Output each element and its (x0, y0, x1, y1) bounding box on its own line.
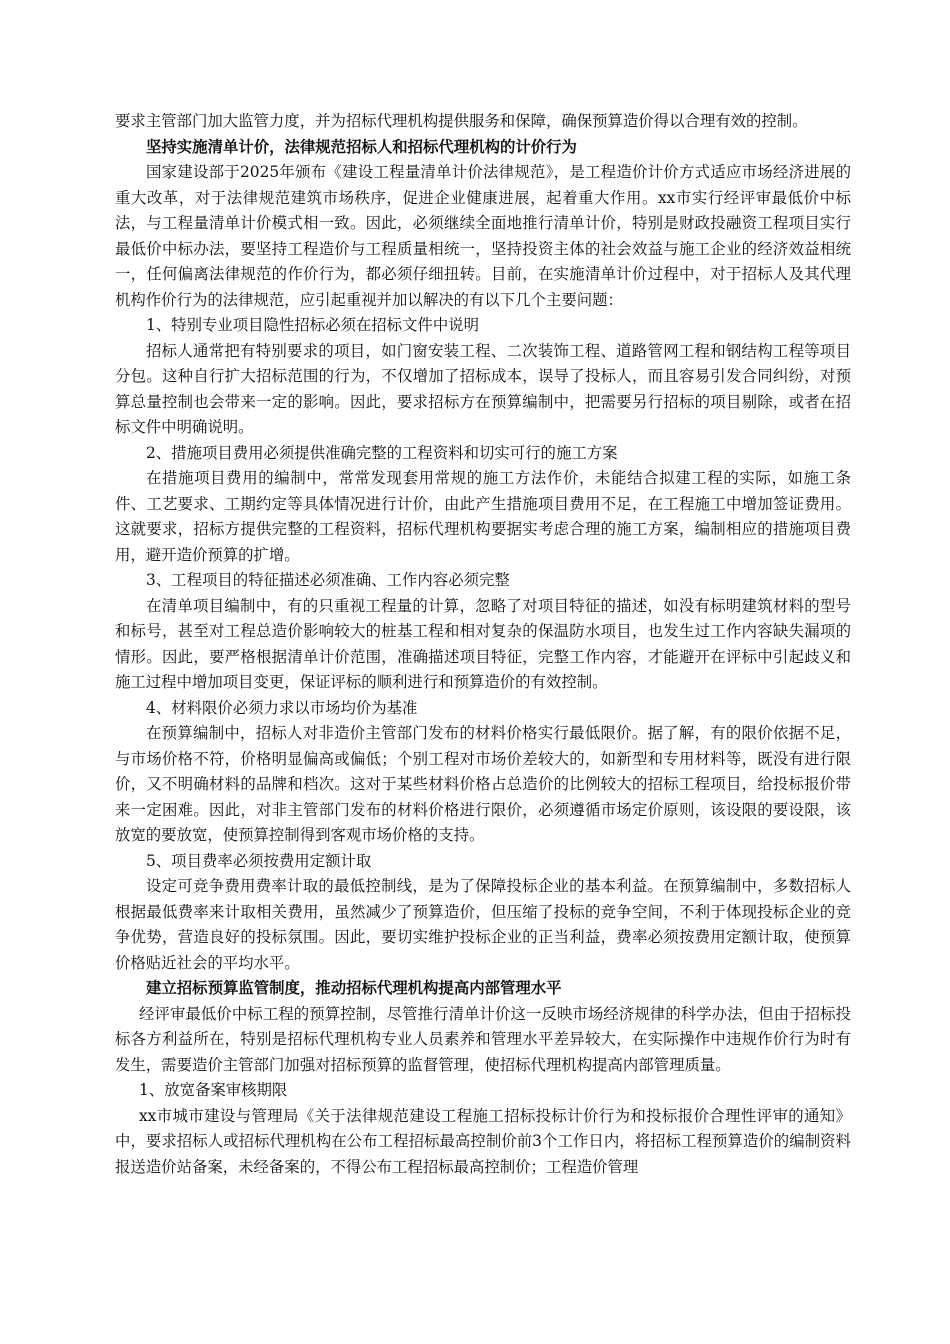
paragraph-1-2: 在措施项目费用的编制中，常常发现套用常规的施工方法作价，未能结合拟建工程的实际，如施工条件、工艺要求、工期约定等具体情况进行计价，由此产生措施项目费用不足，在工程施工中增加签证费用。这就要求，招标方提供完整的工程资料，招标代理机构要据实考虑合理的施工方案，编制相应的措施项目费用，避开造价预算的扩增。 (115, 469, 851, 564)
paragraph-1-4: 在预算编制中，招标人对非造价主管部门发布的材料价格实行最低限价。据了解，有的限价依据不足，与市场价格不符，价格明显偏高或偏低；个别工程对市场价差较大的，如新型和专用材料等，既没有进行限价，又不明确材料的品牌和档次。这对于某些材料价格占总造价的比例较大的招标工程项目，给投标报价带来一定困难。因此，对非主管部门发布的材料价格进行限价，必须遵循市场定价原则，该设限的要设限，该放宽的要放宽，使预算控制得到客观市场价格的支持。 (115, 724, 851, 844)
paragraph-2: 经评审最低价中标工程的预算控制，尽管推行清单计价这一反映市场经济规律的科学办法，但由于招标投标各方利益所在，特别是招标代理机构专业人员素养和管理水平差异较大，在实际操作中违规作价行为时有发生，需要造价主管部门加强对招标预算的监督管理，使招标代理机构提高内部管理质量。 (115, 1004, 851, 1074)
subheading-1-4: 4、材料限价必须力求以市场均价为基准 (146, 698, 418, 717)
subheading-1-1: 1、特别专业项目隐性招标必须在招标文件中说明 (146, 316, 479, 334)
subheading-1-5: 5、项目费率必须按费用定额计取 (146, 851, 372, 870)
paragraph-1: 国家建设部于2025年颁布《建设工程量清单计价法律规范》，是工程造价计价方式适应市场经济进展的重大改革，对于法律规范建筑市场秩序，促进企业健康进展，起着重大作用。xx市实行经评审最低价中标法，与工程量清单计价模式相一致。因此，必须继续全面地推行清单计价，特别是财政投融资工程项目实行最低价中标办法，要坚持工程造价与工程质量相统一，坚持投资主体的社会效益与施工企业的经济效益相统一，任何偏离法律规范的作价行为，都必须仔细扭转。目前，在实施清单计价过程中，对于招标人及其代理机构作价行为的法律规范，应引起重视并加以解决的有以下几个主要问题： (115, 163, 851, 309)
section-heading-2: 建立招标预算监管制度，推动招标代理机构提高内部管理水平 (146, 979, 562, 997)
paragraph-1-3: 在清单项目编制中，有的只重视工程量的计算，忽略了对项目特征的描述，如没有标明建筑材料的型号和标号，甚至对工程总造价影响较大的桩基工程和相对复杂的保温防水项目，也发生过工作内容缺失漏项的情形。因此，要严格根据清单计价范围，准确描述项目特征，完整工作内容，才能避开在评标中引起歧义和施工过程中增加项目变更，保证评标的顺利进行和预算造价的有效控制。 (115, 596, 851, 691)
paragraph-1-1: 招标人通常把有特别要求的项目，如门窗安装工程、二次装饰工程、道路管网工程和钢结构工程等项目分包。这种自行扩大招标范围的行为，不仅增加了招标成本，误导了投标人，而且容易引发合同纠纷，对预算总量控制也会带来一定的影响。因此，要求招标方在预算编制中，把需要另行招标的项目剔除，或者在招标文件中明确说明。 (115, 341, 851, 436)
subheading-1-3: 3、工程项目的特征描述必须准确、工作内容必须完整 (146, 571, 510, 589)
paragraph-2-1: xx市城市建设与管理局《关于法律规范建设工程施工招标投标计价行为和投标报价合理性评审的通知》中，要求招标人或招标代理机构在公布工程招标最高控制价前3个工作日内，将招标工程预算造价的编制资料报送造价站备案，未经备案的，不得公布工程招标最高控制价；工程造价管理 (115, 1106, 851, 1176)
paragraph-1-5: 设定可竞争费用费率计取的最低控制线，是为了保障投标企业的基本利益。在预算编制中，多数招标人根据最低费率来计取相关费用，虽然减少了预算造价，但压缩了投标的竞争空间，不利于体现投标企业的竞争优势，营造良好的投标氛围。因此，要切实维护投标企业的正当利益，费率必须按费用定额计取，使预算价格贴近社会的平均水平。 (115, 877, 851, 972)
section-heading-1: 坚持实施清单计价，法律规范招标人和招标代理机构的计价行为 (146, 137, 577, 156)
paragraph-intro: 要求主管部门加大监管力度，并为招标代理机构提供服务和保障，确保预算造价得以合理有效的控制。 (115, 112, 808, 130)
subheading-2-1: 1、放宽备案审核期限 (139, 1081, 288, 1099)
document-body (115, 109, 851, 1180)
subheading-1-2: 2、措施项目费用必须提供准确完整的工程资料和切实可行的施工方案 (146, 443, 618, 462)
